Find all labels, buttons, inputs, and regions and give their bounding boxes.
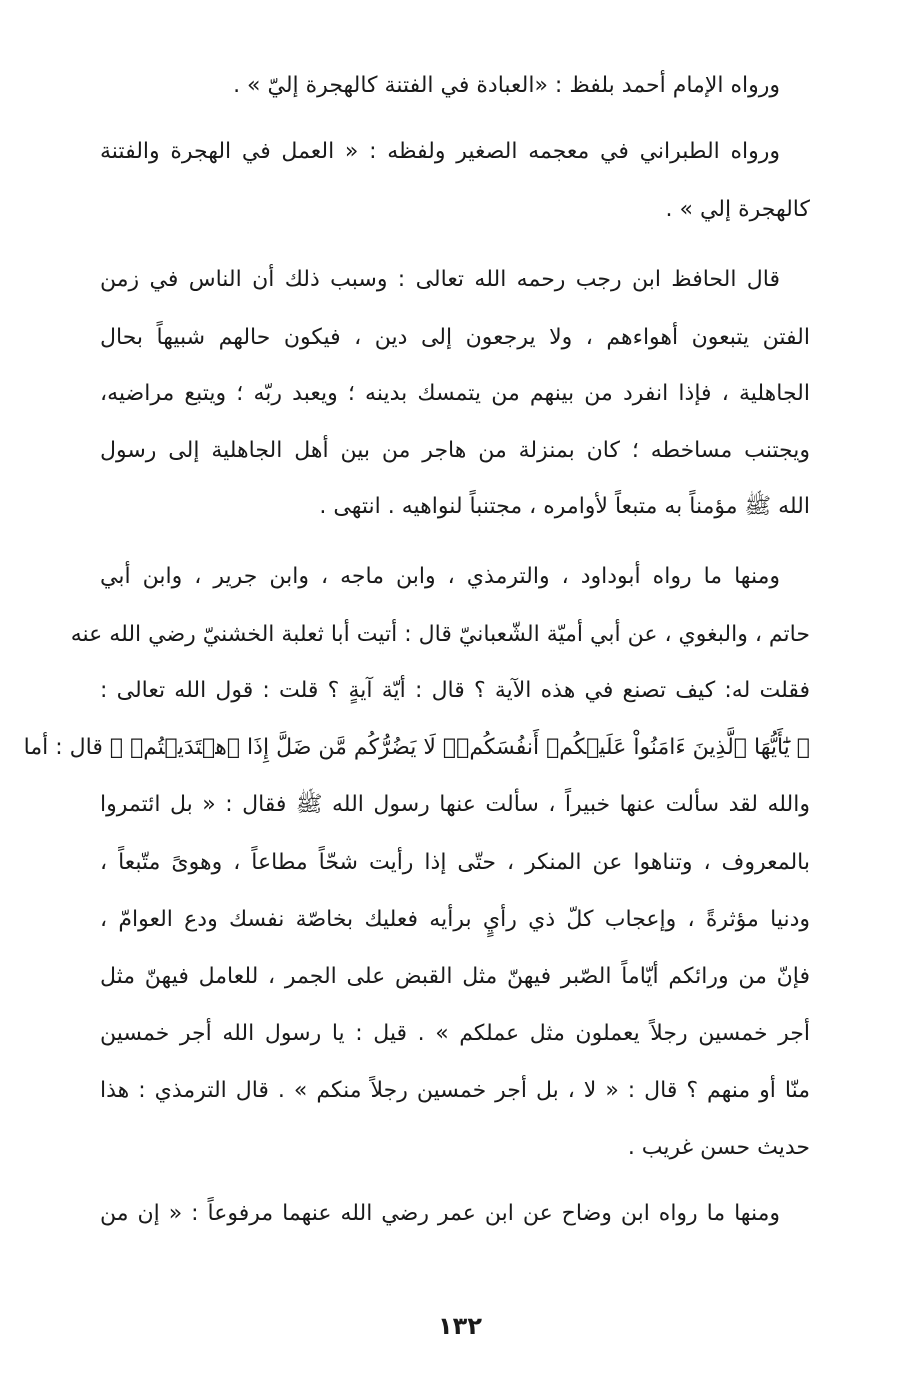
text-line-4: قال الحافظ ابن رجب رحمه الله تعالى : وسبب ذلك أن الناس في زمن — [100, 267, 780, 292]
text-line-3: كالهجرة إلي » . — [665, 197, 810, 222]
text-line-13: والله لقد سألت عنها خبيراً ، سألت عنها رسول الله ﷺ فقال : « بل ائتمروا — [100, 792, 810, 817]
text-line-2: ورواه الطبراني في معجمه الصغير ولفظه : « العمل في الهجرة والفتنة — [100, 139, 780, 164]
quran-verse-line: ﴿ يَٰٓأَيُّهَا ٱلَّذِينَ ءَامَنُواْ عَلَيۡكُمۡ أَنفُسَكُمۡۖ لَا يَضُرُّكُم مَّن ضَلَّ إِذَا ٱهۡتَدَيۡتُمۡ ﴾ قال : أما — [23, 735, 810, 760]
text-line-18: منّا أو منهم ؟ قال : « لا ، بل أجر خمسين رجلاً منكم » . قال الترمذي : هذا — [100, 1078, 810, 1103]
text-line-19: حديث حسن غريب . — [627, 1135, 810, 1160]
text-line-1: ورواه الإمام أحمد بلفظ : «العبادة في الفتنة كالهجرة إليّ » . — [233, 73, 780, 98]
text-line-10: حاتم ، والبغوي ، عن أبي أميّة الشّعبانيّ قال : أتيت أبا ثعلبة الخشنيّ رضي الله عنه — [70, 622, 810, 647]
text-line-7: ويجتنب مساخطه ؛ كان بمنزلة من هاجر من بين أهل الجاهلية إلى رسول — [100, 438, 810, 463]
text-line-5: الفتن يتبعون أهواءهم ، ولا يرجعون إلى دين ، فيكون حالهم شبيهاً بحال — [100, 325, 810, 350]
text-line-11: فقلت له: كيف تصنع في هذه الآية ؟ قال : أيّة آيةٍ ؟ قلت : قول الله تعالى : — [100, 678, 810, 703]
text-line-20: ومنها ما رواه ابن وضاح عن ابن عمر رضي الله عنهما مرفوعاً : « إن من — [100, 1201, 780, 1226]
text-line-6: الجاهلية ، فإذا انفرد من بينهم من يتمسك بدينه ؛ ويعبد ربّه ؛ ويتبع مراضيه، — [100, 381, 810, 406]
text-line-9: ومنها ما رواه أبوداود ، والترمذي ، وابن ماجه ، وابن جرير ، وابن أبي — [100, 564, 780, 589]
page-number: ١٣٢ — [438, 1312, 482, 1340]
text-line-17: أجر خمسين رجلاً يعملون مثل عملكم » . قيل : يا رسول الله أجر خمسين — [100, 1021, 810, 1046]
text-line-14: بالمعروف ، وتناهوا عن المنكر ، حتّى إذا رأيت شحّاً مطاعاً ، وهوىً متّبعاً ، — [100, 850, 810, 875]
text-line-16: فإنّ من ورائكم أيّاماً الصّبر فيهنّ مثل القبض على الجمر ، للعامل فيهنّ مثل — [100, 964, 810, 989]
text-line-8: الله ﷺ مؤمناً به متبعاً لأوامره ، مجتنباً لنواهيه . انتهى . — [319, 494, 810, 519]
text-line-15: ودنيا مؤثرةً ، وإعجاب كلّ ذي رأيٍ برأيه فعليك بخاصّة نفسك ودع العوامّ ، — [100, 907, 810, 932]
